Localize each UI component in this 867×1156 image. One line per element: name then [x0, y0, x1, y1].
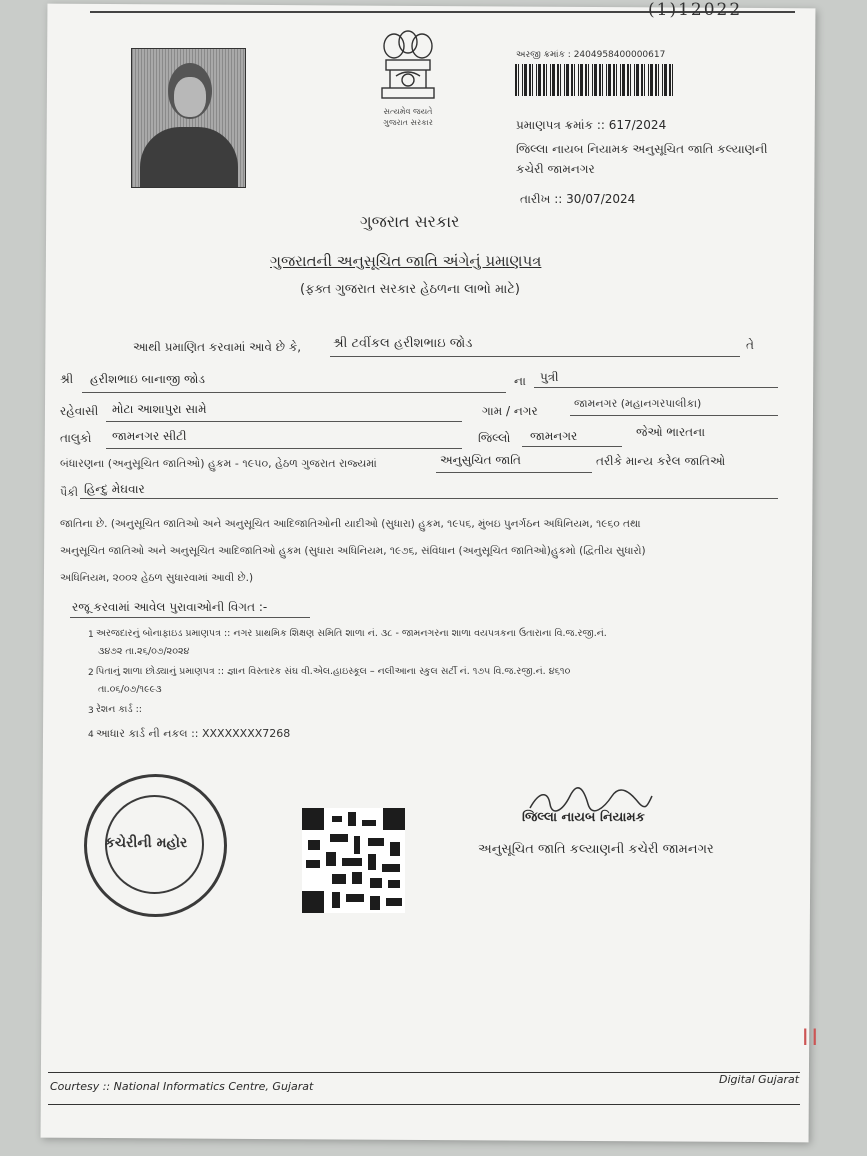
certify-label: આથી પ્રમાણિત કરવામાં આવે છે કે,	[133, 340, 302, 354]
district: જામનગર	[530, 429, 578, 443]
office-seal	[84, 774, 227, 917]
evidence-3-num: 3	[88, 706, 94, 716]
paiki-label: પૈકી	[60, 486, 79, 499]
evidence-3-line1: રેશન કાર્ડ ::	[96, 704, 143, 715]
te-label: તે	[746, 338, 754, 352]
emblem-caption-1: સત્યમેવ જયતે	[383, 107, 433, 116]
district-label: જિલ્લો	[478, 431, 511, 445]
signatory-office: અનુસૂચિત જાતિ કલ્યાણની કચેરી જામનગર	[478, 842, 714, 857]
handwritten-note: (1)12022	[648, 0, 743, 20]
recognized-label: તરીકે માન્ય કરેલ જાતિઓ	[596, 454, 726, 468]
village: જામનગર (મહાનગરપાલીકા)	[574, 397, 702, 410]
certificate-subtitle: (ફક્ત ગુજરાત સરકાર હેઠળના લાભો માટે)	[300, 282, 520, 297]
seal-text: કચેરીની મહોર	[105, 835, 188, 851]
signatory-title: જિલ્લા નાયબ નિયામક	[522, 810, 645, 825]
evidence-4-line1: આધાર કાર્ડ ની નકલ :: XXXXXXXX7268	[96, 727, 291, 740]
certificate-title: ગુજરાતની અનુસૂચિત જાતિ અંગેનું પ્રમાણપત્ર	[270, 252, 542, 270]
para-line-2: અનુસૂચિત જાતિઓ અને અનુસૂચિત આદિજાતિઓ હુકમ (સુધારા અધિનિયમ, ૧૯૭૬, સંવિધાન (અનુસૂચિત જાતિઓ)હુકમો (દ્વિતીય સુધારો)	[60, 545, 646, 557]
qr-code	[302, 808, 405, 913]
caste: હિન્દુ મેઘવાર	[84, 482, 145, 496]
relation: પુત્રી	[540, 370, 559, 384]
constitution-text: બંધારણના (અનુસૂચિત જાતિઓ) હુકમ - ૧૯૫૦, હેઠળ ગુજરાત રાજ્યમાં	[60, 457, 377, 470]
na-label: ના	[514, 374, 526, 388]
shri-label: શ્રી	[60, 372, 74, 386]
footer-courtesy: Courtesy :: National Informatics Centre, Gujarat	[50, 1080, 314, 1093]
evidence-2-line2: તા.૦૬/૦૭/૧૯૯૩	[98, 684, 162, 695]
village-label: ગામ / નગર	[482, 404, 538, 418]
residence: મોટા આશાપુરા સામે	[112, 402, 207, 416]
evidence-2-line1: પિતાનું શાળા છોડ્યાનું પ્રમાણપત્ર :: જ્ઞાન વિસ્તારક સંઘ વી.એલ.હાઇસ્કૂલ – નલીઆના સ્કુલ સર્ટી નં. ૧૭૫ વિ.જ.રજી.નં. ૪૬૧૦	[96, 666, 571, 677]
evidence-1-num: 1	[88, 630, 94, 640]
office-line-2: કચેરી જામનગર	[516, 162, 595, 176]
footer-digital-gujarat: Digital Gujarat	[719, 1073, 800, 1086]
issue-date: તારીખ :: 30/07/2024	[520, 192, 636, 206]
evidence-1-line2: ૩૪૭૨ તા.૨૬/૦૭/૨૦૨૪	[98, 646, 190, 657]
taluka: જામનગર સીટી	[112, 429, 187, 443]
evidence-2-num: 2	[88, 668, 94, 678]
para-line-3: અધિનિયમ, ૨૦૦૨ હેઠળ સુધારવામાં આવી છે.)	[60, 572, 254, 584]
barcode	[515, 64, 675, 96]
office-line-1: જિલ્લા નાયબ નિયામક અનુસૂચિત જાતિ કલ્યાણની	[516, 142, 768, 156]
father-name: હરીશભાઇ બાનાજી જોડ	[90, 372, 205, 386]
state-emblem-icon	[372, 28, 444, 106]
emblem-caption-2: ગુજરાત સરકાર	[383, 118, 433, 127]
evidence-4-num: 4	[88, 730, 94, 740]
residence-label: રહેવાસી	[60, 404, 99, 418]
category: અનુસુચિત જાતિ	[440, 453, 521, 467]
government-title: ગુજરાત સરકાર	[360, 212, 460, 231]
applicant-photo	[131, 48, 246, 188]
bharat-label: જેઓ ભારતના	[636, 425, 706, 439]
evidence-1-line1: અરજદારનું બોનાફાઇડ પ્રમાણપત્ર :: નગર પ્રાથમિક શિક્ષણ સમિતિ શાળા નં. ૩૮ - જામનગરના શાળા વયપત્રકના ઉતારાના વિ.જ.રજી.નં.	[96, 628, 607, 639]
application-number: અરજી ક્રમાંક : 2404958400000617	[516, 50, 666, 60]
applicant-name: શ્રી ટવીંકલ હરીશભાઇ જોડ	[333, 336, 473, 351]
para-line-1: જાતિના છે. (અનુસૂચિત જાતિઓ અને અનુસૂચિત આદિજાતિઓની યાદીઓ (સુધારા) હુકમ, ૧૯૫૬, મુંબઇ પુનર્ગઠન અધિનિયમ, ૧૯૬૦ તથા	[60, 518, 641, 530]
evidence-heading: રજૂ કરવામાં આવેલ પુરાવાઓની વિગત :-	[72, 600, 268, 614]
certificate-number: પ્રમાણપત્ર ક્રમાંક :: 617/2024	[516, 118, 667, 132]
margin-mark: II	[802, 1026, 821, 1051]
taluka-label: તાલુકો	[60, 431, 92, 445]
